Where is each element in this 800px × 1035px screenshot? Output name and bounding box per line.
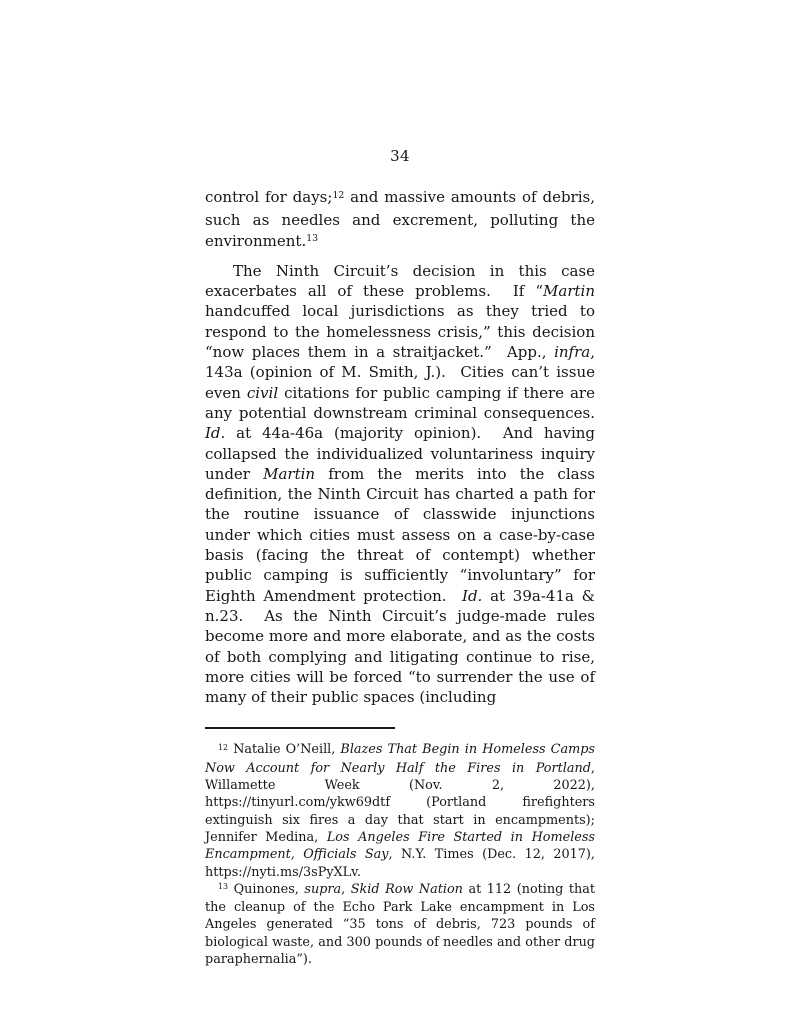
body-paragraph-1: control for days;$^{12}$ and massive amounts of debris, such as needles and excrement, polluting the environment.$^{13}$ (205, 188, 600, 250)
footnote-12: $^{12}$ Natalie O’Neill, Blazes That Begin in Homeless Camps Now Account for Nearly Half the Fires in Portland, Willamette Week (Nov. 2, 2022), https://tinyurl.com/ykw69dtf (Portland firefighters extinguish six fires a day that start in encampments); Jennifer Medina, Los Angeles Fire Started in Homeless Encampment, Officials Say, N.Y. Times (Dec. 12, 2017), https://nyti.ms/3sPyXLv. (205, 742, 600, 880)
body-paragraph-2: The Ninth Circuit’s decision in this case exacerbates all of these problems. If “Martin handcuffed local jurisdictions as they tried to respond to the homelessness crisis,” this decision “now places them in a straitjacket.” App., infra, 143a (opinion of M. Smith, J.). Cities can’t issue even civil citations for public camping if there are any potential downstream criminal consequences. Id. at 44a-46a (majority opinion). And having collapsed the individualized voluntariness inquiry under Martin from the merits into the class definition, the Ninth Circuit has charted a path for the routine issuance of classwide injunctions under which cities must assess on a case-by-case basis (facing the threat of contempt) whether public camping is sufficiently “involuntary” for Eighth Amendment protection. Id. at 39a-41a & n.23. As the Ninth Circuit’s judge-made rules become more and more elaborate, and as the costs of both complying and litigating continue to rise, more cities will be forced “to surrender the use of many of their public spaces (including (205, 261, 605, 707)
page-number: 34 (390, 147, 410, 165)
text-column (205, 147, 605, 968)
footnote-13: $^{13}$ Quinones, supra, Skid Row Nation at 112 (noting that the cleanup of the Echo Park Lake encampment in Los Angeles generated “35 tons of debris, 723 pounds of biological waste, and 300 pounds of needles and other drug paraphernalia”). (205, 881, 600, 967)
footnotes-section (205, 741, 600, 968)
footnote-separator-rule (205, 727, 395, 729)
